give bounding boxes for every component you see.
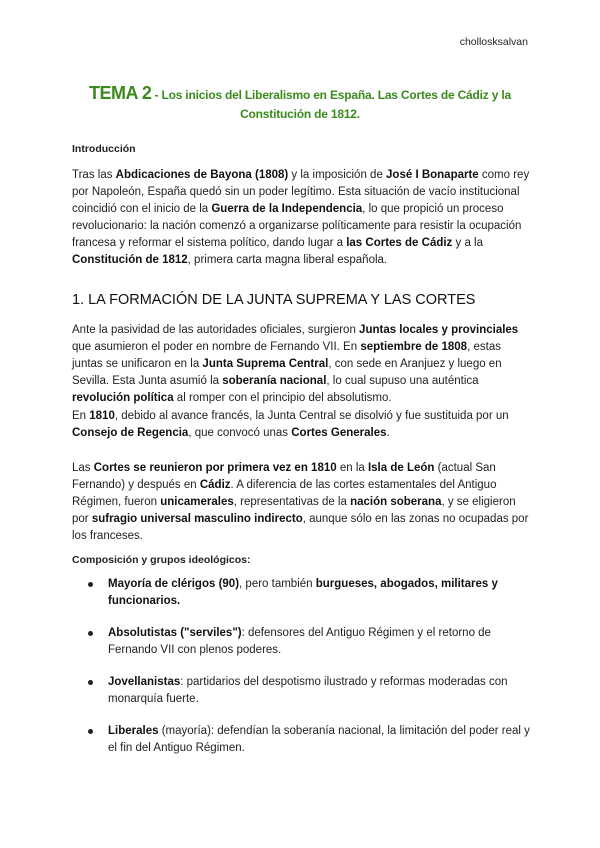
bold-text: septiembre de 1808 (360, 341, 468, 353)
bold-text: soberanía nacional (222, 375, 327, 387)
bold-text: las Cortes de Cádiz (346, 237, 453, 249)
bold-text: Mayoría de clérigos (90) (108, 578, 240, 590)
bold-text: José I Bonaparte (386, 169, 479, 181)
intro-heading: Introducción (72, 143, 136, 155)
list-item (72, 625, 532, 659)
section-paragraph-3: Las Cortes se reunieron por primera vez en 1810 en la Isla de León (actual San Fernando) y después en Cádiz. A diferencia de las cortes estamentales del Antiguo Régimen, fueron unicamerales, representativas de la nación soberana, y se eligieron por sufragio universal masculino indirecto, aunque sólo en las zonas no ocupadas por los franceses. (72, 462, 529, 542)
list-item-text: Mayoría de clérigos (90), pero también burgueses, abogados, militares y funcionarios. (108, 578, 498, 607)
bullet-icon (88, 729, 93, 734)
bold-text: Juntas locales y provinciales (359, 324, 519, 336)
bold-text: burgueses, abogados, militares y funcionarios. (108, 578, 498, 607)
bullet-icon (88, 680, 93, 685)
bold-text: Cortes se reunieron por primera vez en 1810 (93, 462, 337, 474)
bold-text: Junta Suprema Central (202, 358, 329, 370)
bullet-icon (88, 631, 93, 636)
list-item-text: Absolutistas ("serviles"): defensores del Antiguo Régimen y el retorno de Fernando VII con plenos poderes. (108, 627, 491, 656)
intro-paragraph: Tras las Abdicaciones de Bayona (1808) y la imposición de José I Bonaparte como rey por Napoleón, España quedó sin un poder legítimo. Esta situación de vacío institucional coincidió con el inicio de la Guerra de la Independencia, lo que propició un proceso revolucionario: la nación comenzó a organizarse políticamente para resistir la ocupación francesa y reformar el sistema político, dando lugar a las Cortes de Cádiz y a la Constitución de 1812, primera carta magna liberal española. (72, 169, 530, 266)
bold-text: 1810 (89, 410, 115, 422)
title-tema: TEMA 2 (89, 83, 152, 103)
list-item-text: Jovellanistas: partidarios del despotismo ilustrado y reformas moderadas con monarquía fuerte. (108, 676, 508, 705)
bullet-icon (88, 582, 93, 587)
list-item (72, 674, 532, 708)
bold-text: Cortes Generales (291, 427, 387, 439)
bold-text: Liberales (108, 725, 159, 737)
bold-text: sufragio universal masculino indirecto (91, 513, 303, 525)
bold-text: Absolutistas ("serviles") (108, 627, 242, 639)
bold-text: Abdicaciones de Bayona (1808) (115, 169, 289, 181)
list-item (72, 576, 532, 610)
bold-text: Constitución de 1812 (72, 254, 188, 266)
list-item (72, 723, 532, 757)
page-title (72, 84, 528, 124)
section-paragraph-2: En 1810, debido al avance francés, la Junta Central se disolvió y fue sustituida por un Consejo de Regencia, que convocó unas Cortes Generales. (72, 410, 509, 439)
watermark: chollosksalvan (459, 36, 528, 48)
subheading-composition: Composición y grupos ideológicos: (72, 554, 251, 566)
title-line1: - Los inicios del Liberalismo en España. Las Cortes de Cádiz y la (151, 88, 511, 102)
bold-text: Isla de León (367, 462, 435, 474)
bold-text: Jovellanistas (108, 676, 181, 688)
bold-text: Consejo de Regencia (72, 427, 189, 439)
bold-text: nación soberana (350, 496, 442, 508)
title-line2: Constitución de 1812. (240, 107, 360, 121)
section-heading: 1. LA FORMACIÓN DE LA JUNTA SUPREMA Y LAS CORTES (72, 292, 476, 308)
bold-text: Guerra de la Independencia (211, 203, 363, 215)
list-item-text: Liberales (mayoría): defendían la soberanía nacional, la limitación del poder real y el fin del Antiguo Régimen. (108, 725, 530, 754)
ideology-list (72, 576, 532, 772)
bold-text: unicamerales (160, 496, 234, 508)
bold-text: Cádiz (199, 479, 231, 491)
bold-text: revolución política (72, 392, 174, 404)
section-paragraph-1: Ante la pasividad de las autoridades oficiales, surgieron Juntas locales y provinciales que asumieron el poder en nombre de Fernando VII. En septiembre de 1808, estas juntas se unificaron en la Junta Suprema Central, con sede en Aranjuez y luego en Sevilla. Esta Junta asumió la soberanía nacional, lo cual supuso una auténtica revolución política al romper con el principio del absolutismo. (72, 324, 519, 404)
